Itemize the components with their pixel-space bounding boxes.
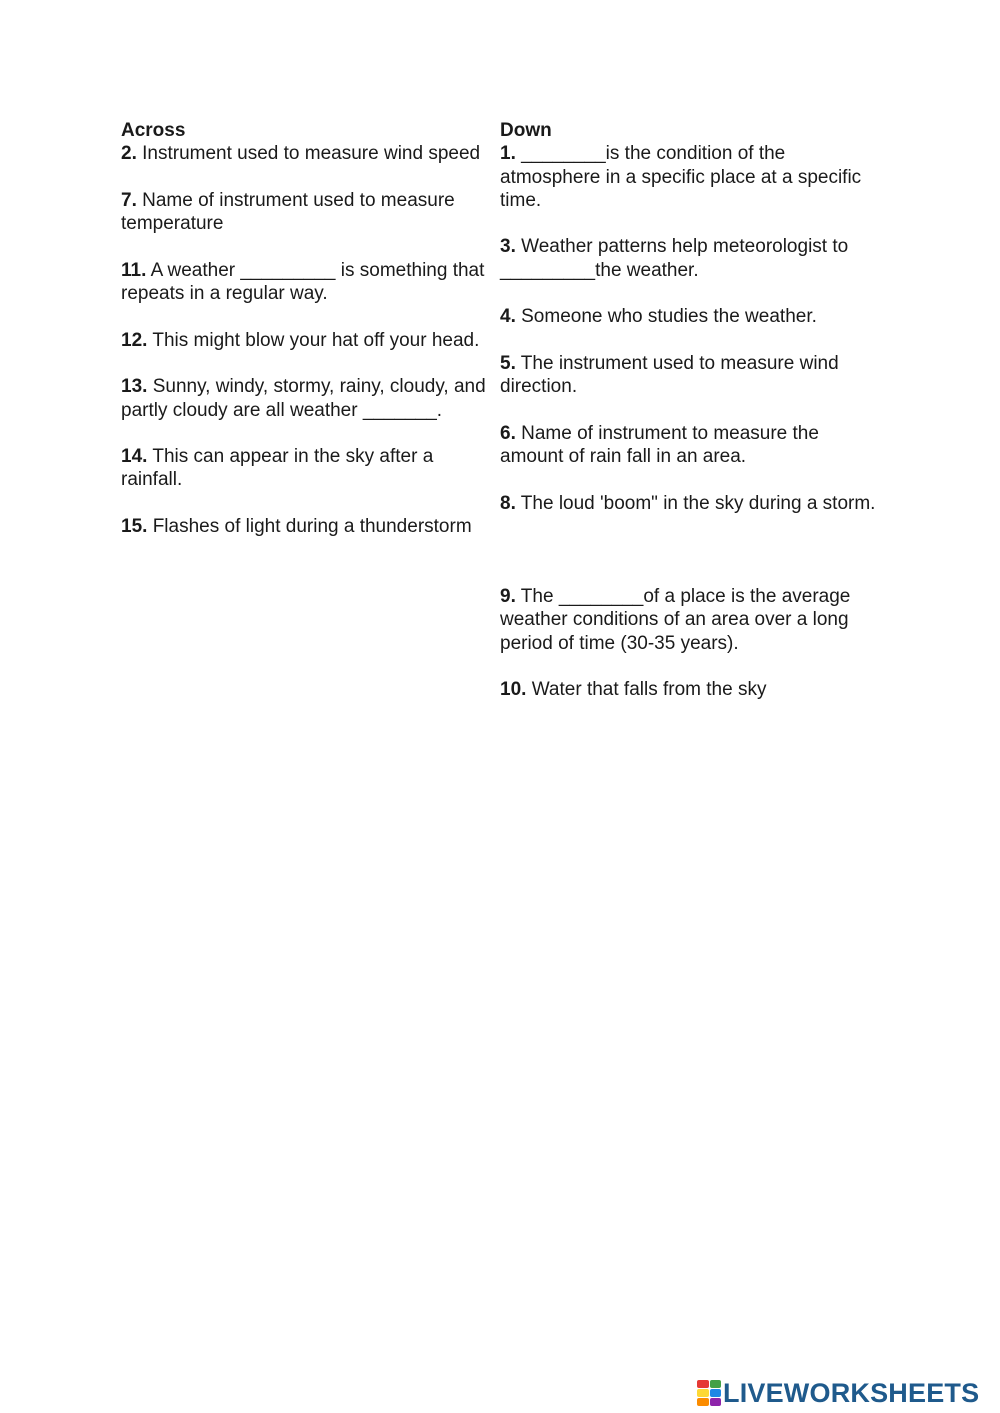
down-clue-4 — [500, 305, 878, 328]
clue-text: Someone who studies the weather. — [515, 306, 817, 328]
liveworksheets-logo-icon — [697, 1380, 721, 1406]
clue-text: Sunny, windy, stormy, rainy, cloudy, and partly cloudy are all weather _______. — [121, 376, 486, 421]
across-clue-14 — [121, 445, 497, 492]
watermark-text: LIVEWORKSHEETS — [723, 1377, 980, 1408]
clue-number: 6. — [500, 422, 516, 444]
down-clue-6 — [500, 422, 878, 469]
clue-text: The loud 'boom" in the sky during a storm. — [515, 492, 876, 514]
across-clue-2 — [121, 142, 497, 165]
clue-number: 7. — [121, 189, 137, 211]
clue-number: 4. — [500, 306, 516, 328]
clue-text: ________is the condition of the atmosphere in a specific place at a specific time. — [500, 143, 862, 211]
clue-text: Water that falls from the sky — [526, 679, 767, 701]
clue-text: This might blow your hat off your head. — [147, 329, 480, 351]
down-column — [500, 119, 878, 701]
across-heading: Across — [121, 120, 186, 141]
clue-number: 5. — [500, 352, 516, 374]
across-clue-7 — [121, 189, 497, 236]
across-clue-15 — [121, 515, 497, 538]
across-clue-12 — [121, 329, 497, 352]
down-clue-5 — [500, 352, 878, 399]
clue-text: Weather patterns help meteorologist to _________the weather. — [500, 236, 849, 281]
down-clue-10 — [500, 678, 878, 701]
down-clue-8 — [500, 492, 878, 515]
clue-text: This can appear in the sky after a rainfall. — [121, 446, 434, 491]
clue-number: 12. — [121, 329, 148, 351]
down-clue-1 — [500, 142, 878, 212]
clue-text: The instrument used to measure wind direction. — [500, 352, 839, 398]
clue-text: Name of instrument used to measure temperature — [121, 189, 455, 235]
down-clue-3 — [500, 235, 878, 282]
clue-number: 2. — [121, 143, 137, 165]
clue-number: 11. — [121, 259, 147, 281]
liveworksheets-watermark — [697, 1377, 979, 1409]
clue-number: 15. — [121, 516, 148, 538]
across-clue-11 — [121, 259, 497, 306]
across-column — [121, 119, 497, 538]
down-clue-9 — [500, 585, 878, 655]
clue-number: 14. — [121, 446, 148, 468]
across-clue-13 — [121, 375, 497, 422]
clue-text: A weather _________ is something that repeats in a regular way. — [121, 259, 485, 305]
clue-text: Name of instrument to measure the amount of rain fall in an area. — [500, 422, 819, 468]
clue-text: Flashes of light during a thunderstorm — [147, 516, 472, 538]
clue-number: 8. — [500, 492, 516, 514]
clue-number: 13. — [121, 376, 148, 398]
down-heading: Down — [500, 120, 552, 141]
clue-number: 3. — [500, 236, 516, 258]
clue-number: 9. — [500, 585, 516, 607]
clue-number: 1. — [500, 143, 516, 165]
clue-text: The ________of a place is the average weather conditions of an area over a long period of time (30-35 years). — [500, 585, 851, 654]
clue-number: 10. — [500, 679, 527, 701]
clue-text: Instrument used to measure wind speed — [136, 143, 481, 165]
